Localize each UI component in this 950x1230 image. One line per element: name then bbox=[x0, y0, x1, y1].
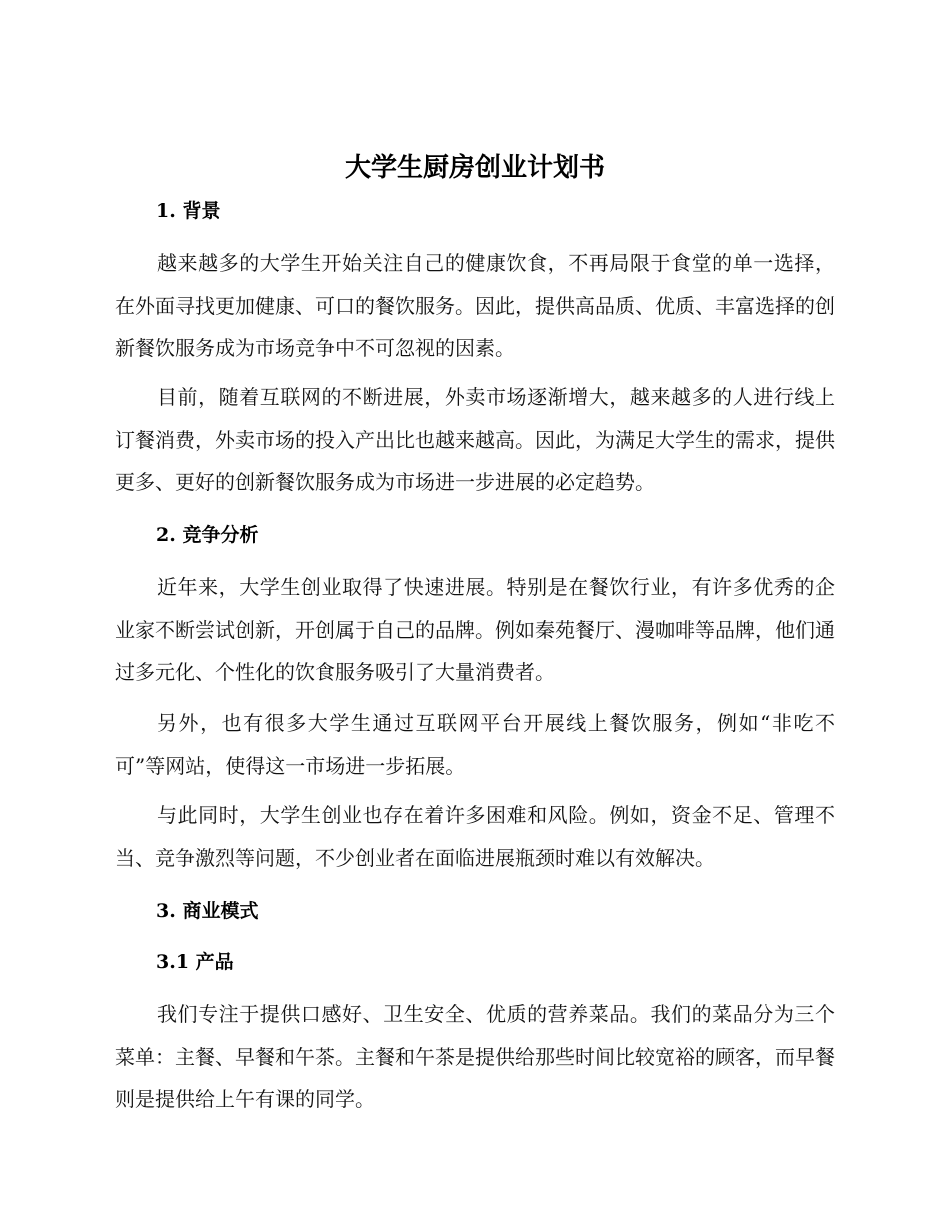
document-title: 大学生厨房创业计划书 bbox=[344, 153, 605, 183]
section-heading-business-model: 3. 商业模式 bbox=[156, 900, 259, 922]
section-heading-competition: 2. 竞争分析 bbox=[156, 524, 259, 546]
paragraph-competition-2: 另外，也有很多大学生通过互联网平台开展线上餐饮服务，例如“非吃不可”等网站，使得这一市场进一步拓展。 bbox=[115, 711, 835, 778]
section-heading-background: 1. 背景 bbox=[156, 200, 221, 222]
section-heading-product: 3.1 产品 bbox=[156, 951, 234, 973]
paragraph-competition-3: 与此同时，大学生创业也存在着许多困难和风险。例如，资金不足、管理不当、竞争激烈等问题，不少创业者在面临进展瓶颈时难以有效解决。 bbox=[115, 803, 835, 870]
paragraph-background-1: 越来越多的大学生开始关注自己的健康饮食，不再局限于食堂的单一选择，在外面寻找更加健康、可口的餐饮服务。因此，提供高品质、优质、丰富选择的创新餐饮服务成为市场竞争中不可忽视的因素。 bbox=[115, 251, 835, 360]
paragraph-product-1: 我们专注于提供口感好、卫生安全、优质的营养菜品。我们的菜品分为三个菜单：主餐、早餐和午茶。主餐和午茶是提供给那些时间比较宽裕的顾客，而早餐则是提供给上午有课的同学。 bbox=[115, 1002, 835, 1111]
paragraph-competition-1: 近年来，大学生创业取得了快速进展。特别是在餐饮行业，有许多优秀的企业家不断尝试创新，开创属于自己的品牌。例如秦苑餐厅、漫咖啡等品牌，他们通过多元化、个性化的饮食服务吸引了大量消费者。 bbox=[115, 575, 835, 684]
paragraph-background-2: 目前，随着互联网的不断进展，外卖市场逐渐增大，越来越多的人进行线上订餐消费，外卖市场的投入产出比也越来越高。因此，为满足大学生的需求，提供更多、更好的创新餐饮服务成为市场进一步进展的必定趋势。 bbox=[115, 385, 835, 494]
